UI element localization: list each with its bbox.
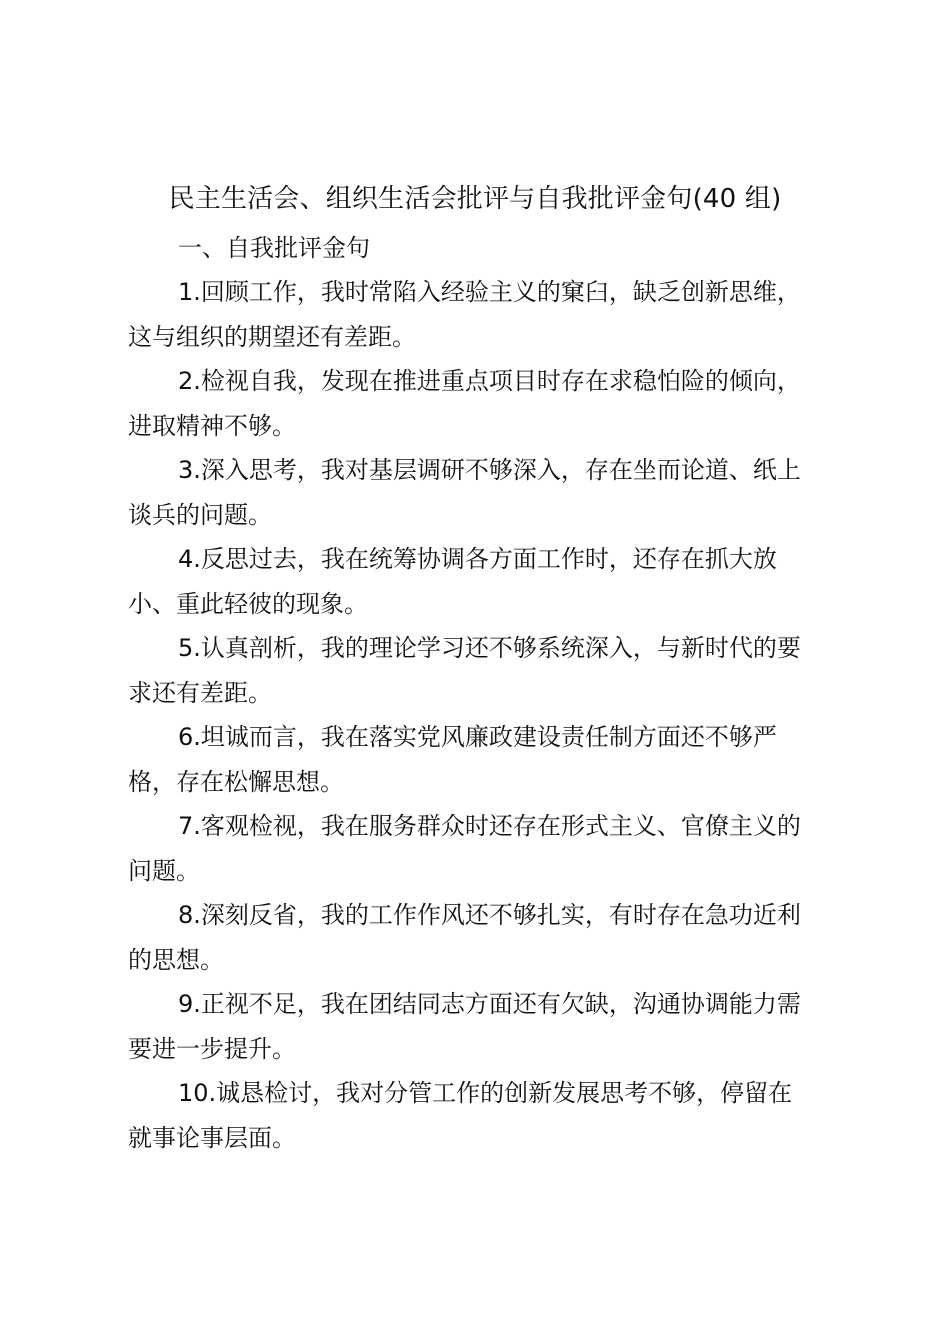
paragraph-line: 问题。 [128, 856, 200, 885]
document-title: 民主生活会、组织生活会批评与自我批评金句(40 组) [168, 184, 782, 214]
paragraph-line: 3.深入思考，我对基层调研不够深入，存在坐而论道、纸上 [178, 456, 801, 484]
paragraph-line: 谈兵的问题。 [128, 500, 272, 529]
paragraph-line: 10.诚恳检讨，我对分管工作的创新发展思考不够，停留在 [178, 1079, 793, 1107]
paragraph-2 [128, 359, 822, 448]
document-body [128, 270, 822, 1160]
paragraph-line: 这与组织的期望还有差距。 [128, 322, 416, 351]
paragraph-3 [128, 448, 822, 537]
paragraph-10 [128, 1071, 822, 1160]
paragraph-line: 6.坦诚而言，我在落实党风廉政建设责任制方面还不够严 [178, 723, 777, 751]
paragraph-1 [128, 270, 822, 359]
paragraph-8 [128, 893, 822, 982]
paragraph-line: 1.回顾工作，我时常陷入经验主义的窠臼，缺乏创新思维， [178, 278, 801, 306]
paragraph-line: 4.反思过去，我在统筹协调各方面工作时，还存在抓大放 [178, 545, 777, 573]
paragraph-5 [128, 626, 822, 715]
paragraph-7 [128, 804, 822, 893]
paragraph-line: 5.认真剖析，我的理论学习还不够系统深入，与新时代的要 [178, 634, 801, 662]
paragraph-line: 7.客观检视，我在服务群众时还存在形式主义、官僚主义的 [178, 812, 801, 840]
paragraph-9 [128, 982, 822, 1071]
paragraph-line: 2.检视自我，发现在推进重点项目时存在求稳怕险的倾向， [178, 367, 801, 395]
paragraph-line: 就事论事层面。 [128, 1123, 296, 1152]
paragraph-4 [128, 537, 822, 626]
paragraph-line: 8.深刻反省，我的工作作风还不够扎实，有时存在急功近利 [178, 901, 801, 929]
paragraph-line: 格，存在松懈思想。 [128, 767, 344, 796]
paragraph-line: 进取精神不够。 [128, 411, 296, 440]
paragraph-line: 的思想。 [128, 945, 224, 974]
paragraph-line: 求还有差距。 [128, 678, 272, 707]
paragraph-6 [128, 715, 822, 804]
paragraph-line: 要进一步提升。 [128, 1034, 296, 1063]
paragraph-line: 小、重此轻彼的现象。 [128, 589, 368, 618]
section-heading: 一、自我批评金句 [178, 234, 370, 262]
paragraph-line: 9.正视不足，我在团结同志方面还有欠缺，沟通协调能力需 [178, 990, 801, 1018]
